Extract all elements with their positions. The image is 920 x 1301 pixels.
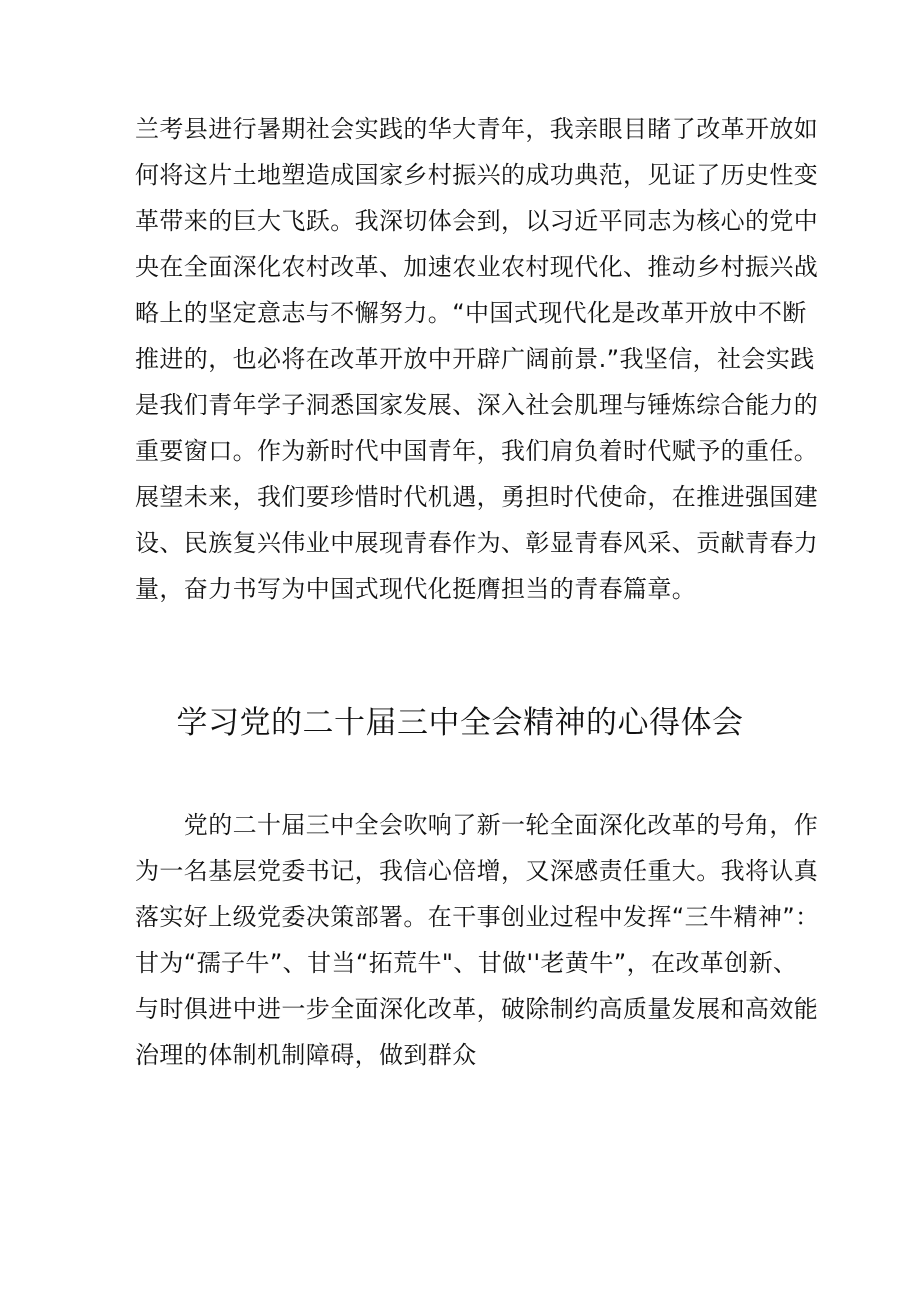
paragraph-line: 量，奋力书写为中国式现代化挺膺担当的青春篇章。 xyxy=(135,575,697,603)
paragraph-line: 革带来的巨大飞跃。我深切体会到，以习近平同志为核心的党中 xyxy=(135,207,819,235)
paragraph-line: 重要窗口。作为新时代中国青年，我们肩负着时代赋予的重任。 xyxy=(135,437,819,465)
paragraph-line: 展望未来，我们要珍惜时代机遇，勇担时代使命，在推进强国建 xyxy=(135,483,819,511)
paragraph-line: 与时俱进中进一步全面深化改革，破除制约高质量发展和高效能 xyxy=(135,995,819,1023)
paragraph-line: 设、民族复兴伟业中展现青春作为、彰显青春风采、贡献青春力 xyxy=(135,529,819,557)
paragraph-line: 甘为“孺子牛”、甘当“拓荒牛"、甘做''老黄牛”，在改革创新、 xyxy=(135,949,798,977)
paragraph-2 xyxy=(135,802,820,1078)
paragraph-line: 兰考县进行暑期社会实践的华大青年，我亲眼目睹了改革开放如 xyxy=(135,115,819,143)
paragraph-line: 推进的，也必将在改革开放中开辟广阔前景.”我坚信，社会实践 xyxy=(135,345,815,373)
paragraph-line: 央在全面深化农村改革、加速农业农村现代化、推动乡村振兴战 xyxy=(135,253,819,281)
paragraph-line: 何将这片土地塑造成国家乡村振兴的成功典范，见证了历史性变 xyxy=(135,161,819,189)
paragraph-line: 党的二十届三中全会吹响了新一轮全面深化改革的号角，作 xyxy=(135,811,819,839)
paragraph-line: 为一名基层党委书记，我信心倍增，又深感责任重大。我将认真 xyxy=(135,857,819,885)
paragraph-1 xyxy=(135,106,819,612)
section-title: 学习党的二十届三中全会精神的心得体会 xyxy=(176,705,744,741)
paragraph-line: 落实好上级党委决策部署。在干事创业过程中发挥“三牛精神”： xyxy=(135,903,820,931)
paragraph-line: 是我们青年学子洞悉国家发展、深入社会肌理与锤炼综合能力的 xyxy=(135,391,819,419)
paragraph-line: 略上的坚定意志与不懈努力。“中国式现代化是改革开放中不断 xyxy=(135,299,807,327)
paragraph-line: 治理的体制机制障碍，做到群众 xyxy=(135,1041,477,1069)
